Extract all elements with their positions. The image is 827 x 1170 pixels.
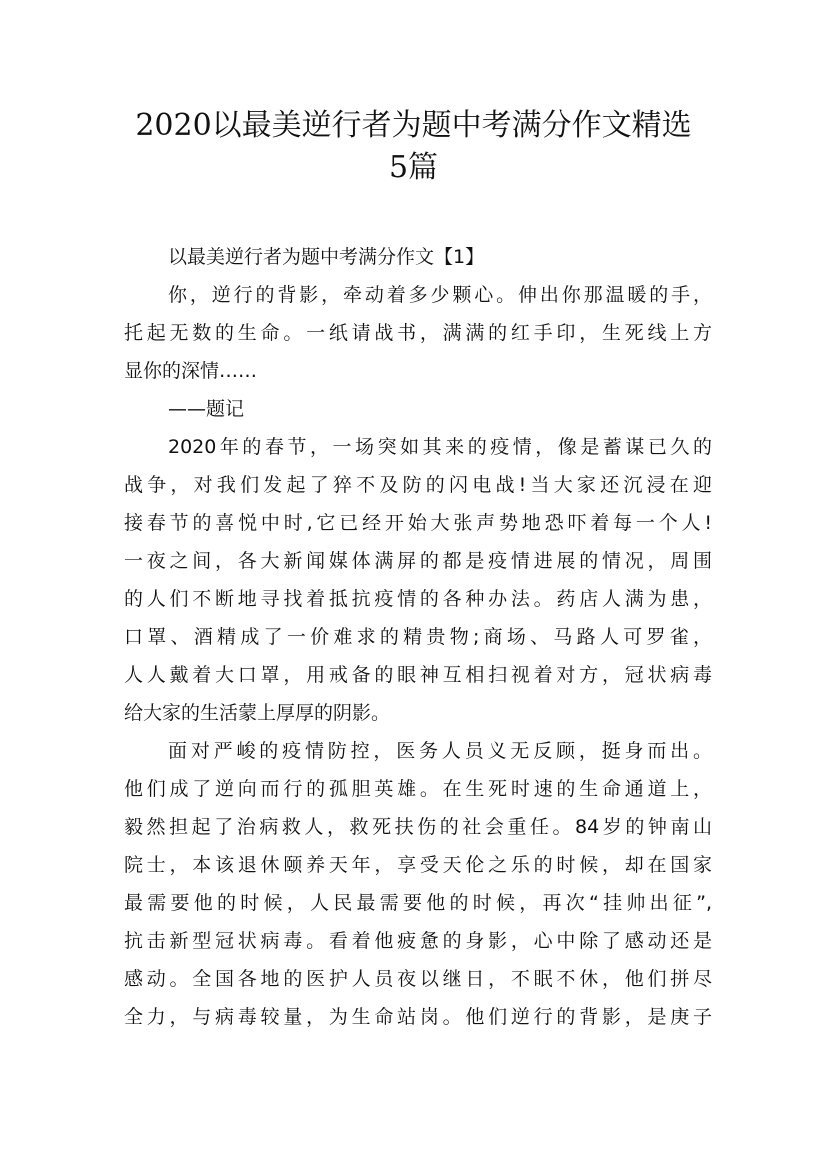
paragraph-line: 的人们不断地寻找着抵抗疫情的各种办法。药店人满为患， xyxy=(124,588,712,610)
paragraph-line: 人人戴着大口罩，用戒备的眼神互相扫视着对方，冠状病毒 xyxy=(124,664,712,686)
document-body xyxy=(124,238,712,1036)
paragraph-line: 显你的深情…… xyxy=(124,360,258,382)
section-heading: 以最美逆行者为题中考满分作文【1】 xyxy=(168,246,485,268)
paragraph-line: 你，逆行的背影，牵动着多少颗心。伸出你那温暖的手， xyxy=(168,284,712,306)
paragraph-line: 抗击新型冠状病毒。看着他疲惫的身影，心中除了感动还是 xyxy=(124,930,712,952)
paragraph-line: 他们成了逆向而行的孤胆英雄。在生死时速的生命通道上， xyxy=(124,778,712,800)
paragraph-line: 最需要他的时候，人民最需要他的时候，再次“挂帅出征”, xyxy=(124,892,712,914)
paragraph-line: 给大家的生活蒙上厚厚的阴影。 xyxy=(124,702,391,724)
paragraph-line: 全力，与病毒较量，为生命站岗。他们逆行的背影，是庚子 xyxy=(124,1006,712,1028)
paragraph-line: 接春节的喜悦中时,它已经开始大张声势地恐吓着每一个人! xyxy=(124,512,712,534)
paragraph-line: 一夜之间，各大新闻媒体满屏的都是疫情进展的情况，周围 xyxy=(124,550,712,572)
paragraph-line: 院士，本该退休颐养天年，享受天伦之乐的时候，却在国家 xyxy=(124,854,712,876)
epigraph-attribution: ——题记 xyxy=(168,398,245,420)
paragraph-line: 口罩、酒精成了一价难求的精贵物;商场、马路人可罗雀， xyxy=(124,626,712,648)
document-title-line-2: 5篇 xyxy=(388,150,439,185)
paragraph-line: 面对严峻的疫情防控，医务人员义无反顾，挺身而出。 xyxy=(168,740,712,762)
document-title-line-1: 2020以最美逆行者为题中考满分作文精选 xyxy=(135,108,692,143)
paragraph-line: 毅然担起了治病救人，救死扶伤的社会重任。84岁的钟南山 xyxy=(124,816,712,838)
paragraph-line: 战争，对我们发起了猝不及防的闪电战!当大家还沉浸在迎 xyxy=(124,474,712,496)
paragraph-line: 托起无数的生命。一纸请战书，满满的红手印，生死线上方 xyxy=(124,322,712,344)
paragraph-line: 感动。全国各地的医护人员夜以继日，不眠不休，他们拼尽 xyxy=(124,968,712,990)
paragraph-line: 2020年的春节，一场突如其来的疫情，像是蓄谋已久的 xyxy=(168,436,712,458)
